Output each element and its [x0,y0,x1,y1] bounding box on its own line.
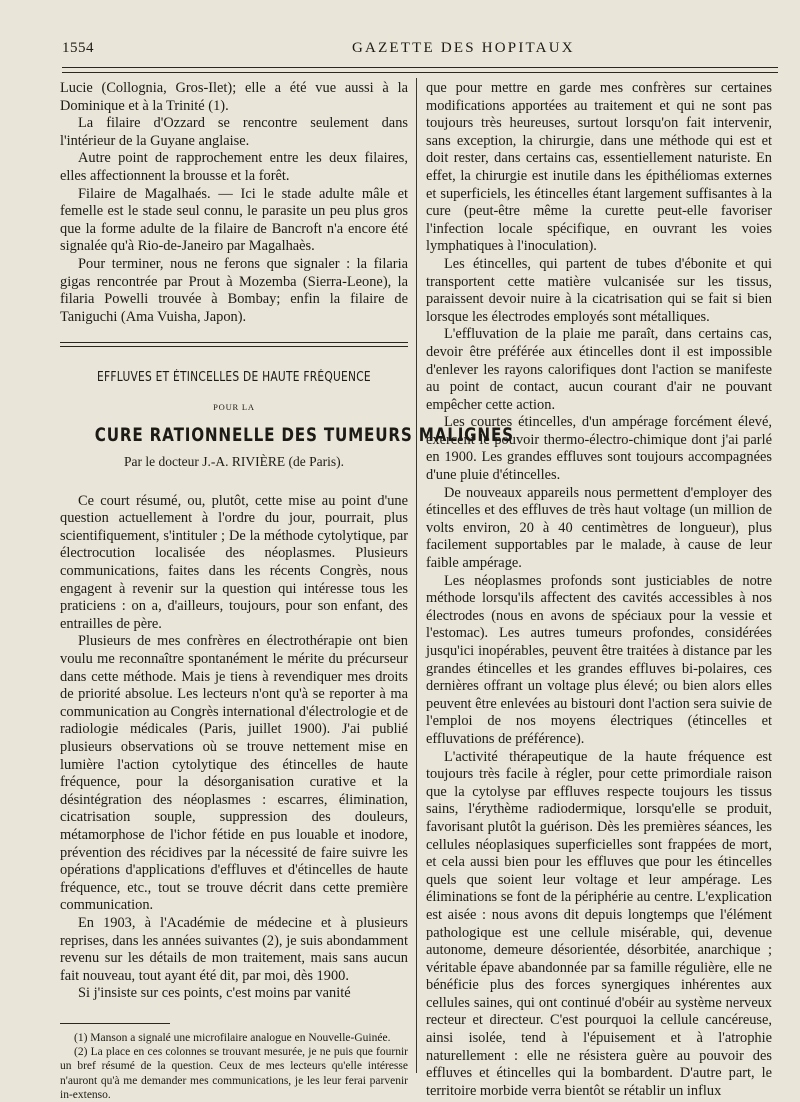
paragraph: Lucie (Collognia, Gros-Ilet); elle a été vue aussi à la Dominique et à la Trinité (1). [60,80,408,114]
left-column [60,80,514,1102]
right-column [426,80,772,1100]
paragraph: Les étincelles, qui partent de tubes d'ébonite et qui transportent cette matière vulcanisée sur les tissus, paraissent devoir nuire à la cicatrisation qui se fait si bien lorsque les électrodes employés sont métalliques. [426,255,772,325]
paragraph: Les néoplasmes profonds sont justiciables de notre méthode lorsqu'ils affectent des cavités accessibles à nos électrodes (nous en avons de spéciaux pour la vessie et l'estomac). Les autres tumeurs profondes, considérées jusqu'ici inopérables, peuvent être traitées à distance par les grandes étincelles et les grandes effluves bi-polaires, ces dernières offrant un voltage plus élevé; ou bien alors elles peuvent être enlevées au bistouri dont l'action sera suivie de l'emploi de nos moyens électriques (étincelles et effluvations de préférence). [426,572,772,747]
paragraph: Pour terminer, nous ne ferons que signaler : la filaria gigas rencontrée par Prout à Mozemba (Sierra-Leone), la filaria Powelli trouvée à Bombay; enfin la filaire de Taniguchi (Ama Vuisha, Japon). [60,255,408,325]
article-byline: Par le docteur J.-A. RIVIÈRE (de Paris). [123,454,345,470]
paragraph: que pour mettre en garde mes confrères sur certaines modifications apportées au traitement et qui ne sont pas toujours très heureuses, surtout lorsqu'on fait intervenir, sans exception, la chirurgie, dans une méthode qui est et doit rester, dans certains cas, essentiellement naturiste. En effet, la chirurgie est inutile dans les épithéliomas externes et superficiels, les étincelles étant largement suffisantes à la cure (peut-être même la curette peut-elle favoriser l'infection locale spécifique, en ouvrant les voies lymphatiques à l'inoculation). [426,80,772,255]
paragraph: Les courtes étincelles, d'un ampérage forcément élevé, exercent le pouvoir thermo-électro-chimique dont j'ai parlé en 1900. Les grandes effluves sont toujours accompagnées d'une pluie d'étincelles. [426,414,772,484]
paragraph: La filaire d'Ozzard se rencontre seulement dans l'intérieur de la Guyane anglaise. [60,115,408,149]
paragraph: Ce court résumé, ou, plutôt, cette mise au point d'une question actuellement à l'ordre du jour, pourrait, plus scientifiquement, s'intituler ; De la méthode cytolytique, par électrocution localisée des néoplasmes. Plusieurs communications, faites dans les récents Congrès, nous engagent à revenir sur la question qui intéresse tous les praticiens : on a, d'ailleurs, toujours, pour son enfant, des entrailles de père. [60,492,408,632]
paragraph: L'activité thérapeutique de la haute fréquence est toujours très facile à régler, pour cette primordiale raison que la cytolyse par effluves respecte toujours les tissus sains, l'érythème radiodermique, lorsqu'elle se produit, favorisant plutôt la guérison. Dès les premières séances, les cellules néoplasiques superficielles sont frappées de mort, et cela aussi bien pour les effluves que pour les étincelles quels que soient leur voltage et leur ampérage. Les éliminations se font de la périphérie au centre. L'explication est aisée : nous avons dit depuis longtemps que l'élément pathologique est une cellule misérable, qui, devenue autonome, demeure désorientée, désorbitée, anarchique ; véritable épave abandonnée par sa famille régulière, elle ne bénéficie plus des forces synergiques inhérentes aux cellules saines, qui ont continué d'obéir au système nerveux recteur et directeur. C'est pourquoi la cellule cancéreuse, ainsi isolée, tend à l'épuisement et à l'atrophie naturellement : elle ne résistera guère au pouvoir des effluves et étincelles qui la bombardent. D'autre part, le territoire morbide verra bientôt se rétablir un influx [426,748,772,1099]
paragraph: De nouveaux appareils nous permettent d'employer des étincelles et des effluves de très haut voltage (un million de volts environ, 20 à 40 centimètres de longueur), plus facilement supportables par le malade, à cause de leur faible ampérage. [426,484,772,572]
running-header [62,40,778,64]
page-number: 1554 [62,40,94,56]
paragraph: L'effluvation de la plaie me paraît, dans certains cas, devoir être préférée aux étincelles dont il est impossible d'enlever les rayons calorifiques dont l'action se manifeste au point de contact, aucun courant d'air ne pouvant empêcher cette action. [426,326,772,413]
footnote-rule [60,1023,170,1024]
article-separator [60,342,408,343]
footnote: (1) Manson a signalé une microfilaire analogue en Nouvelle-Guinée. [74,1031,391,1044]
article-heading: EFFLUVES ET ÉTINCELLES DE HAUTE FRÉQUENCE [97,370,371,386]
article-separator-thin [60,346,408,347]
header-rule [62,67,778,68]
paragraph: Si j'insiste sur ces points, c'est moins par vanité [78,985,351,1002]
paragraph: Plusieurs de mes confrères en électrothérapie ont bien voulu me reconnaître spontanément le mérite du précurseur dans cette méthode. Mais je tiens à revendiquer mes droits de priorité absolue. Les lecteurs n'ont qu'à se reporter à ma communication au Congrès international d'électrologie et de radiologie médicales (Paris, juillet 1900). J'ai publié plusieurs observations où se trouve nettement mise en lumière l'action cytolytique des étincelles de haute fréquence, pour la désorganisation curative et la désintégration des néoplasmes : escarres, élimination, cicatrisation souple, suppression des douleurs, métamorphose de l'ichor fétide en pus louable et inodore, prévention des récidives par la nécessité de faire suivre les opérations d'applications d'effluves et d'étincelles de haute fréquence, etc., tout se trouve décrit dans cette première communication. [60,633,408,914]
paragraph: En 1903, à l'Académie de médecine et à plusieurs reprises, dans les années suivantes (2), je suis abondamment revenu sur les détails de mon traitement, mais sans aucun fait nouveau, tout ayant été dit, par moi, dès 1900. [60,914,408,984]
footnote: (2) La place en ces colonnes se trouvant mesurée, je ne puis que fournir un bref résumé de la question. Ceux de mes lecteurs qu'elle intéresse n'auront qu'à me demander mes communications, je les leur ferai parvenir in-extenso. [60,1046,408,1101]
article-title: CURE RATIONNELLE DES TUMEURS MALIGNES [94,423,514,446]
paragraph: Filaire de Magalhaés. — Ici le stade adulte mâle et femelle est le stade seul connu, le parasite un peu plus gros que la forme adulte de la filaire de Bancroft n'a encore été signalée qu'à Rio-de-Janeiro par Magalhaès. [60,185,408,255]
journal-title: GAZETTE DES HOPITAUX [352,40,575,56]
header-rule-thin [62,72,778,73]
article-heading-connector: POUR LA [213,401,255,412]
paragraph: Autre point de rapprochement entre les deux filaires, elles affectionnent la brousse et la forêt. [60,150,408,184]
column-divider [416,78,417,1073]
